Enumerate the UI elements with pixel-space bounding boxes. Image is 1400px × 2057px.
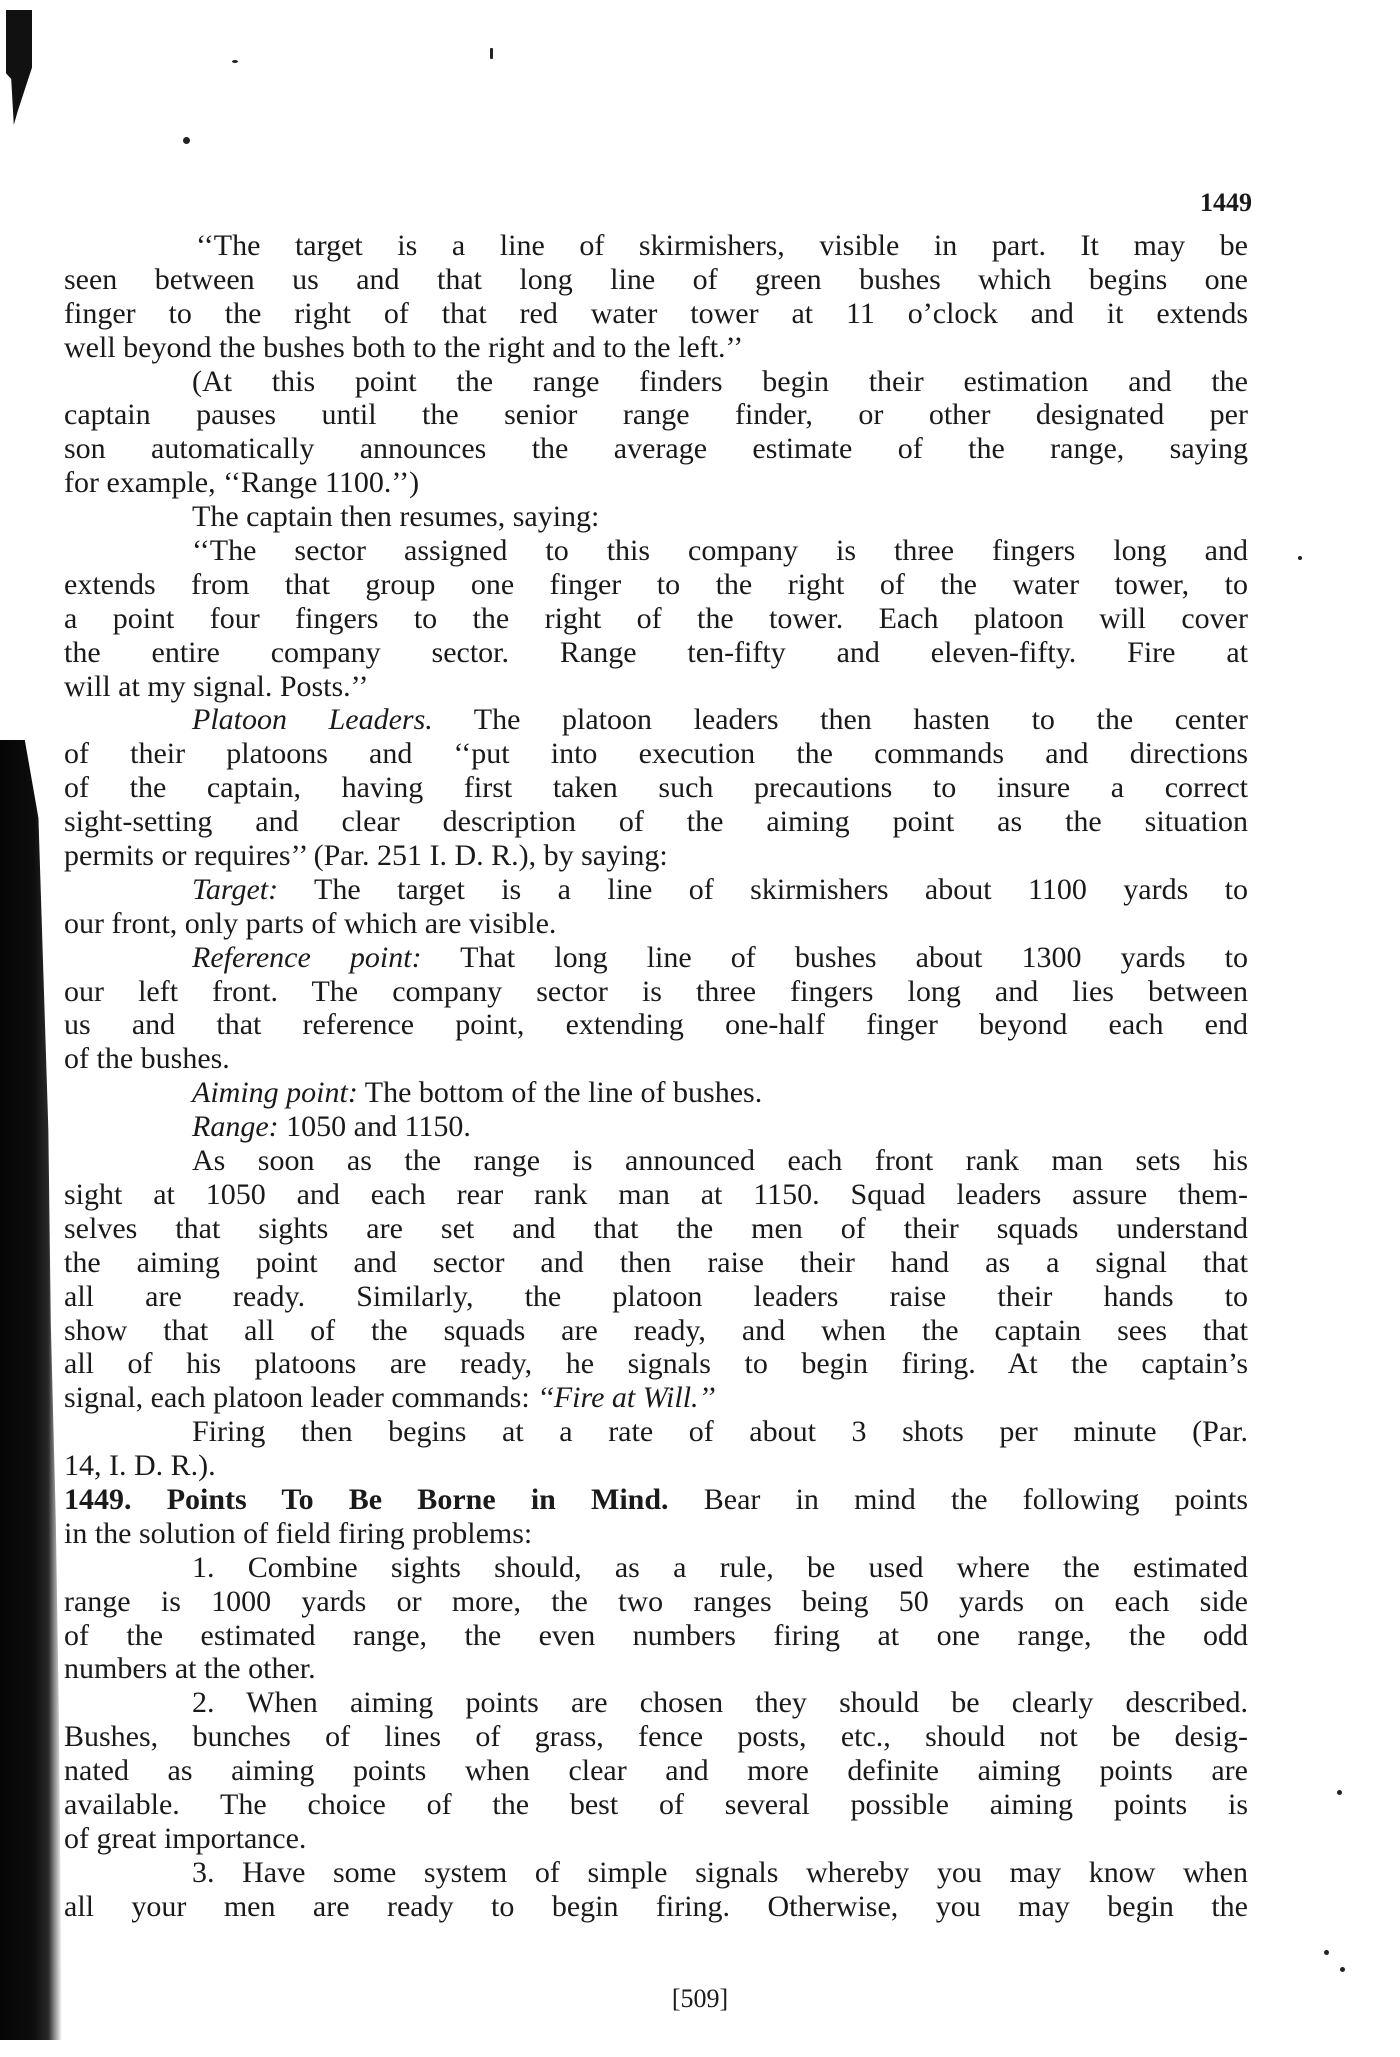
- text-line: The captain then resumes, saying:: [192, 500, 600, 534]
- binding-shadow: [0, 740, 62, 2040]
- body-text: [64, 229, 1248, 1924]
- text-line: ‘‘The sector assigned to this company is three fingers long and: [192, 534, 1248, 568]
- run-heading-platoon-leaders: Platoon Leaders.: [192, 703, 433, 737]
- text-run: That long line of bushes about 1300 yards to: [421, 940, 1248, 974]
- text-line: will at my signal. Posts.’’: [64, 669, 369, 703]
- text-line: As soon as the range is announced each front rank man sets his: [192, 1144, 1248, 1178]
- text-line: all are ready. Similarly, the platoon leaders raise their hands to: [64, 1279, 1248, 1313]
- text-line: selves that sights are set and that the men of their squads understand: [64, 1211, 1248, 1245]
- section-heading: 1449. Points To Be Borne in Mind.: [64, 1482, 669, 1516]
- run-heading-target: Target:: [192, 872, 279, 906]
- text-line: captain pauses until the senior range finder, or other designated per: [64, 398, 1248, 432]
- text-run: The bottom of the line of bushes.: [357, 1076, 763, 1110]
- text-line: [64, 1381, 1248, 1415]
- text-line: for example, ‘‘Range 1100.’’): [64, 466, 420, 500]
- text-line: the aiming point and sector and then raise their hand as a signal that: [64, 1245, 1248, 1279]
- text-line: our left front. The company sector is three fingers long and lies between: [64, 974, 1248, 1008]
- text-run: Bear in mind the following points: [668, 1482, 1248, 1516]
- text-line: [64, 873, 1248, 907]
- page-number: 1449: [1200, 188, 1252, 217]
- run-heading-reference-point: Reference point:: [192, 940, 422, 974]
- text-line: of the captain, having first taken such precautions to insure a correct: [64, 771, 1248, 805]
- text-line: sight-setting and clear description of the aiming point as the situation: [64, 805, 1248, 839]
- text-line: of great importance.: [64, 1821, 307, 1855]
- ink-fleck: [1298, 556, 1302, 560]
- text-line: [64, 941, 1248, 975]
- text-line: [64, 1076, 1248, 1110]
- text-line: 3. Have some system of simple signals whereby you may know when: [192, 1855, 1248, 1889]
- text-line: the entire company sector. Range ten-fifty and eleven-fifty. Fire at: [64, 635, 1248, 669]
- text-line: 14, I. D. R.).: [64, 1449, 216, 1483]
- ink-fleck: [1340, 1967, 1345, 1972]
- text-line: well beyond the bushes both to the right and to the left.’’: [64, 330, 744, 364]
- text-line: nated as aiming points when clear and more definite aiming points are: [64, 1754, 1248, 1788]
- text-line: Bushes, bunches of lines of grass, fence posts, etc., should not be desig-: [64, 1720, 1248, 1754]
- text-line: (At this point the range finders begin their estimation and the: [192, 364, 1248, 398]
- text-run: The platoon leaders then hasten to the center: [432, 703, 1248, 737]
- text-line: 1. Combine sights should, as a rule, be used where the estimated: [192, 1550, 1248, 1584]
- text-line: in the solution of field firing problems:: [64, 1516, 533, 1550]
- text-line: sight at 1050 and each rear rank man at 1150. Squad leaders assure them-: [64, 1177, 1248, 1211]
- text-line: all of his platoons are ready, he signals to begin firing. At the captain’s: [64, 1347, 1248, 1381]
- text-line: 2. When aiming points are chosen they should be clearly described.: [192, 1686, 1248, 1720]
- text-line: a point four fingers to the right of the tower. Each platoon will cover: [64, 601, 1248, 635]
- ink-fleck: [1324, 1950, 1329, 1955]
- text-line: all your men are ready to begin firing. Otherwise, you may begin the: [64, 1889, 1248, 1923]
- text-line: [64, 1483, 1248, 1517]
- run-heading-range: Range:: [192, 1110, 279, 1144]
- corner-ink-mark: [6, 10, 32, 125]
- text-line: range is 1000 yards or more, the two ranges being 50 yards on each side: [64, 1584, 1248, 1618]
- text-line: show that all of the squads are ready, and when the captain sees that: [64, 1313, 1248, 1347]
- text-run: signal, each platoon leader commands:: [64, 1381, 538, 1415]
- text-line: extends from that group one finger to the right of the water tower, to: [64, 567, 1248, 601]
- text-line: Firing then begins at a rate of about 3 shots per minute (Par.: [192, 1415, 1248, 1449]
- text-line: our front, only parts of which are visible.: [64, 906, 557, 940]
- text-line: of the bushes.: [64, 1042, 230, 1076]
- text-line: available. The choice of the best of several possible aiming points is: [64, 1787, 1248, 1821]
- text-line: finger to the right of that red water tower at 11 o’clock and it extends: [64, 296, 1248, 330]
- text-line: permits or requires’’ (Par. 251 I. D. R.), by saying:: [64, 839, 668, 873]
- text-line: of the estimated range, the even numbers firing at one range, the odd: [64, 1618, 1248, 1652]
- ink-fleck: [232, 60, 238, 63]
- text-line: numbers at the other.: [64, 1652, 316, 1686]
- text-line: of their platoons and ‘‘put into execution the commands and directions: [64, 737, 1248, 771]
- ink-fleck: [1337, 1790, 1342, 1795]
- text-run: The target is a line of skirmishers about 1100 yards to: [278, 872, 1248, 906]
- text-line: son automatically announces the average estimate of the range, saying: [64, 432, 1248, 466]
- ink-fleck: [490, 48, 493, 59]
- text-line: [64, 1110, 1248, 1144]
- run-heading-aiming-point: Aiming point:: [192, 1076, 358, 1110]
- text-run: 1050 and 1150.: [278, 1110, 471, 1144]
- ink-fleck: [183, 137, 190, 144]
- text-line: seen between us and that long line of green bushes which begins one: [64, 262, 1248, 296]
- text-line: us and that reference point, extending one-half finger beyond each end: [64, 1008, 1248, 1042]
- command-fire-at-will: ‘‘Fire at Will.’’: [537, 1381, 716, 1415]
- footer-page-label: [509]: [671, 1984, 729, 2013]
- text-line: ‘‘The target is a line of skirmishers, visible in part. It may be: [196, 229, 1248, 262]
- text-line: [64, 703, 1248, 737]
